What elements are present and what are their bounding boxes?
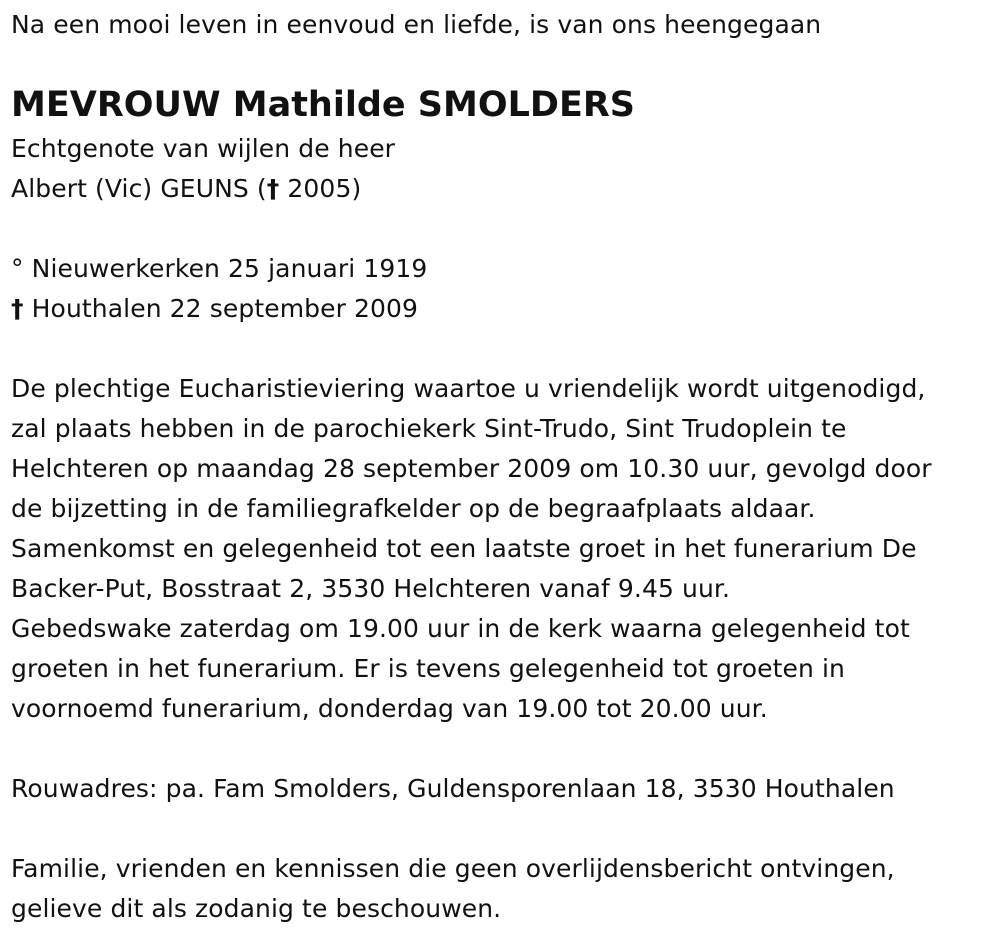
spouse-name: Albert (Vic) GEUNS ( xyxy=(11,174,267,203)
ceremony-line: zal plaats hebben in de parochiekerk Sint-Trudo, Sint Trudoplein te xyxy=(11,414,847,443)
ceremony-line: Backer-Put, Bosstraat 2, 3530 Helchteren vanaf 9.45 uur. xyxy=(11,574,731,603)
spacer xyxy=(11,809,991,849)
spacer xyxy=(11,329,991,369)
spouse-line-2 xyxy=(11,169,991,209)
obituary-notice xyxy=(11,5,991,929)
mourning-address: Rouwadres: pa. Fam Smolders, Guldensporenlaan 18, 3530 Houthalen xyxy=(11,774,895,803)
ceremony-line: De plechtige Eucharistieviering waartoe u vriendelijk wordt uitgenodigd, xyxy=(11,374,926,403)
ceremony-paragraph xyxy=(11,369,991,729)
birth-symbol-icon: ° xyxy=(11,254,24,283)
cross-icon: † xyxy=(266,174,280,203)
cross-icon: † xyxy=(11,294,24,323)
birth-line xyxy=(11,249,991,289)
birth-details: Nieuwerkerken 25 januari 1919 xyxy=(23,254,428,283)
closing-paragraph xyxy=(11,849,991,929)
ceremony-line: de bijzetting in de familiegrafkelder op de begraafplaats aldaar. xyxy=(11,494,816,523)
death-line xyxy=(11,289,991,329)
spouse-line-1: Echtgenote van wijlen de heer xyxy=(11,134,396,163)
ceremony-line: Gebedswake zaterdag om 19.00 uur in de kerk waarna gelegenheid tot xyxy=(11,614,910,643)
intro-text: Na een mooi leven in eenvoud en liefde, is van ons heengegaan xyxy=(11,10,822,39)
ceremony-line: Samenkomst en gelegenheid tot een laatste groet in het funerarium De xyxy=(11,534,917,563)
spouse-death-year: 2005) xyxy=(279,174,362,203)
spacer xyxy=(11,209,991,249)
ceremony-line: Helchteren op maandag 28 september 2009 om 10.30 uur, gevolgd door xyxy=(11,454,932,483)
ceremony-line: voornoemd funerarium, donderdag van 19.00 tot 20.00 uur. xyxy=(11,694,768,723)
ceremony-line: groeten in het funerarium. Er is tevens gelegenheid tot groeten in xyxy=(11,654,846,683)
closing-line: gelieve dit als zodanig te beschouwen. xyxy=(11,894,502,923)
death-details: Houthalen 22 september 2009 xyxy=(23,294,419,323)
spacer xyxy=(11,729,991,769)
deceased-name: MEVROUW Mathilde SMOLDERS xyxy=(11,85,636,125)
closing-line: Familie, vrienden en kennissen die geen overlijdensbericht ontvingen, xyxy=(11,854,895,883)
